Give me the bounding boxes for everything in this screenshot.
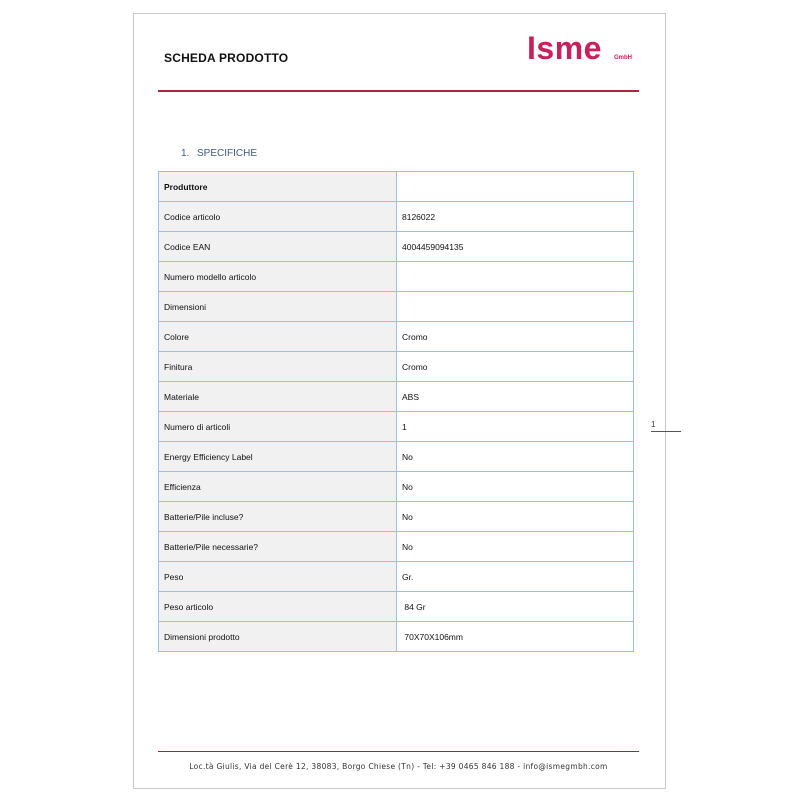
- spec-value: No: [397, 442, 634, 472]
- table-row: [159, 472, 634, 502]
- spec-value: No: [397, 532, 634, 562]
- spec-value: Cromo: [397, 322, 634, 352]
- spec-value: 1: [397, 412, 634, 442]
- spec-value: [397, 172, 634, 202]
- table-row: [159, 352, 634, 382]
- spec-label: Energy Efficiency Label: [159, 442, 397, 472]
- spec-table: [158, 171, 634, 652]
- table-row: [159, 532, 634, 562]
- spec-label: Produttore: [159, 172, 397, 202]
- table-row: [159, 232, 634, 262]
- spec-label: Materiale: [159, 382, 397, 412]
- spec-value: [397, 292, 634, 322]
- section-heading: [181, 148, 257, 159]
- header-rule: [158, 90, 639, 92]
- table-row: [159, 382, 634, 412]
- spec-label: Colore: [159, 322, 397, 352]
- spec-value: Cromo: [397, 352, 634, 382]
- spec-label: Peso: [159, 562, 397, 592]
- spec-label: Finitura: [159, 352, 397, 382]
- spec-value: No: [397, 472, 634, 502]
- spec-value: 84 Gr: [397, 592, 634, 622]
- spec-label: Batterie/Pile necessarie?: [159, 532, 397, 562]
- spec-label: Dimensioni prodotto: [159, 622, 397, 652]
- table-row: [159, 622, 634, 652]
- table-row: [159, 202, 634, 232]
- spec-value: ABS: [397, 382, 634, 412]
- spec-value: No: [397, 502, 634, 532]
- table-row: [159, 562, 634, 592]
- company-logo-suffix: GmbH: [614, 55, 632, 61]
- table-row: [159, 442, 634, 472]
- spec-value: [397, 262, 634, 292]
- spec-value: 70X70X106mm: [397, 622, 634, 652]
- document-title: SCHEDA PRODOTTO: [164, 51, 289, 65]
- spec-label: Codice EAN: [159, 232, 397, 262]
- table-row: [159, 262, 634, 292]
- spec-label: Efficienza: [159, 472, 397, 502]
- spec-label: Dimensioni: [159, 292, 397, 322]
- spec-label: Numero di articoli: [159, 412, 397, 442]
- spec-label: Peso articolo: [159, 592, 397, 622]
- table-row: [159, 412, 634, 442]
- footer-rule: [158, 751, 639, 752]
- table-row: [159, 592, 634, 622]
- section-number: 1.: [181, 148, 190, 159]
- spec-label: Codice articolo: [159, 202, 397, 232]
- table-row: [159, 292, 634, 322]
- company-logo: Isme: [527, 30, 602, 66]
- table-row: [159, 322, 634, 352]
- table-row: [159, 502, 634, 532]
- spec-value: 4004459094135: [397, 232, 634, 262]
- page-number: 1: [651, 420, 656, 429]
- footer-address: Loc.tà Giulis, Via del Cerè 12, 38083, Borgo Chiese (Tn) - Tel: +39 0465 846 188 - info@ismegmbh.com: [189, 762, 608, 771]
- page-number-rule: [651, 431, 681, 432]
- spec-value: 8126022: [397, 202, 634, 232]
- spec-value: Gr.: [397, 562, 634, 592]
- table-row: [159, 172, 634, 202]
- section-title: SPECIFICHE: [197, 148, 258, 159]
- spec-label: Batterie/Pile incluse?: [159, 502, 397, 532]
- spec-label: Numero modello articolo: [159, 262, 397, 292]
